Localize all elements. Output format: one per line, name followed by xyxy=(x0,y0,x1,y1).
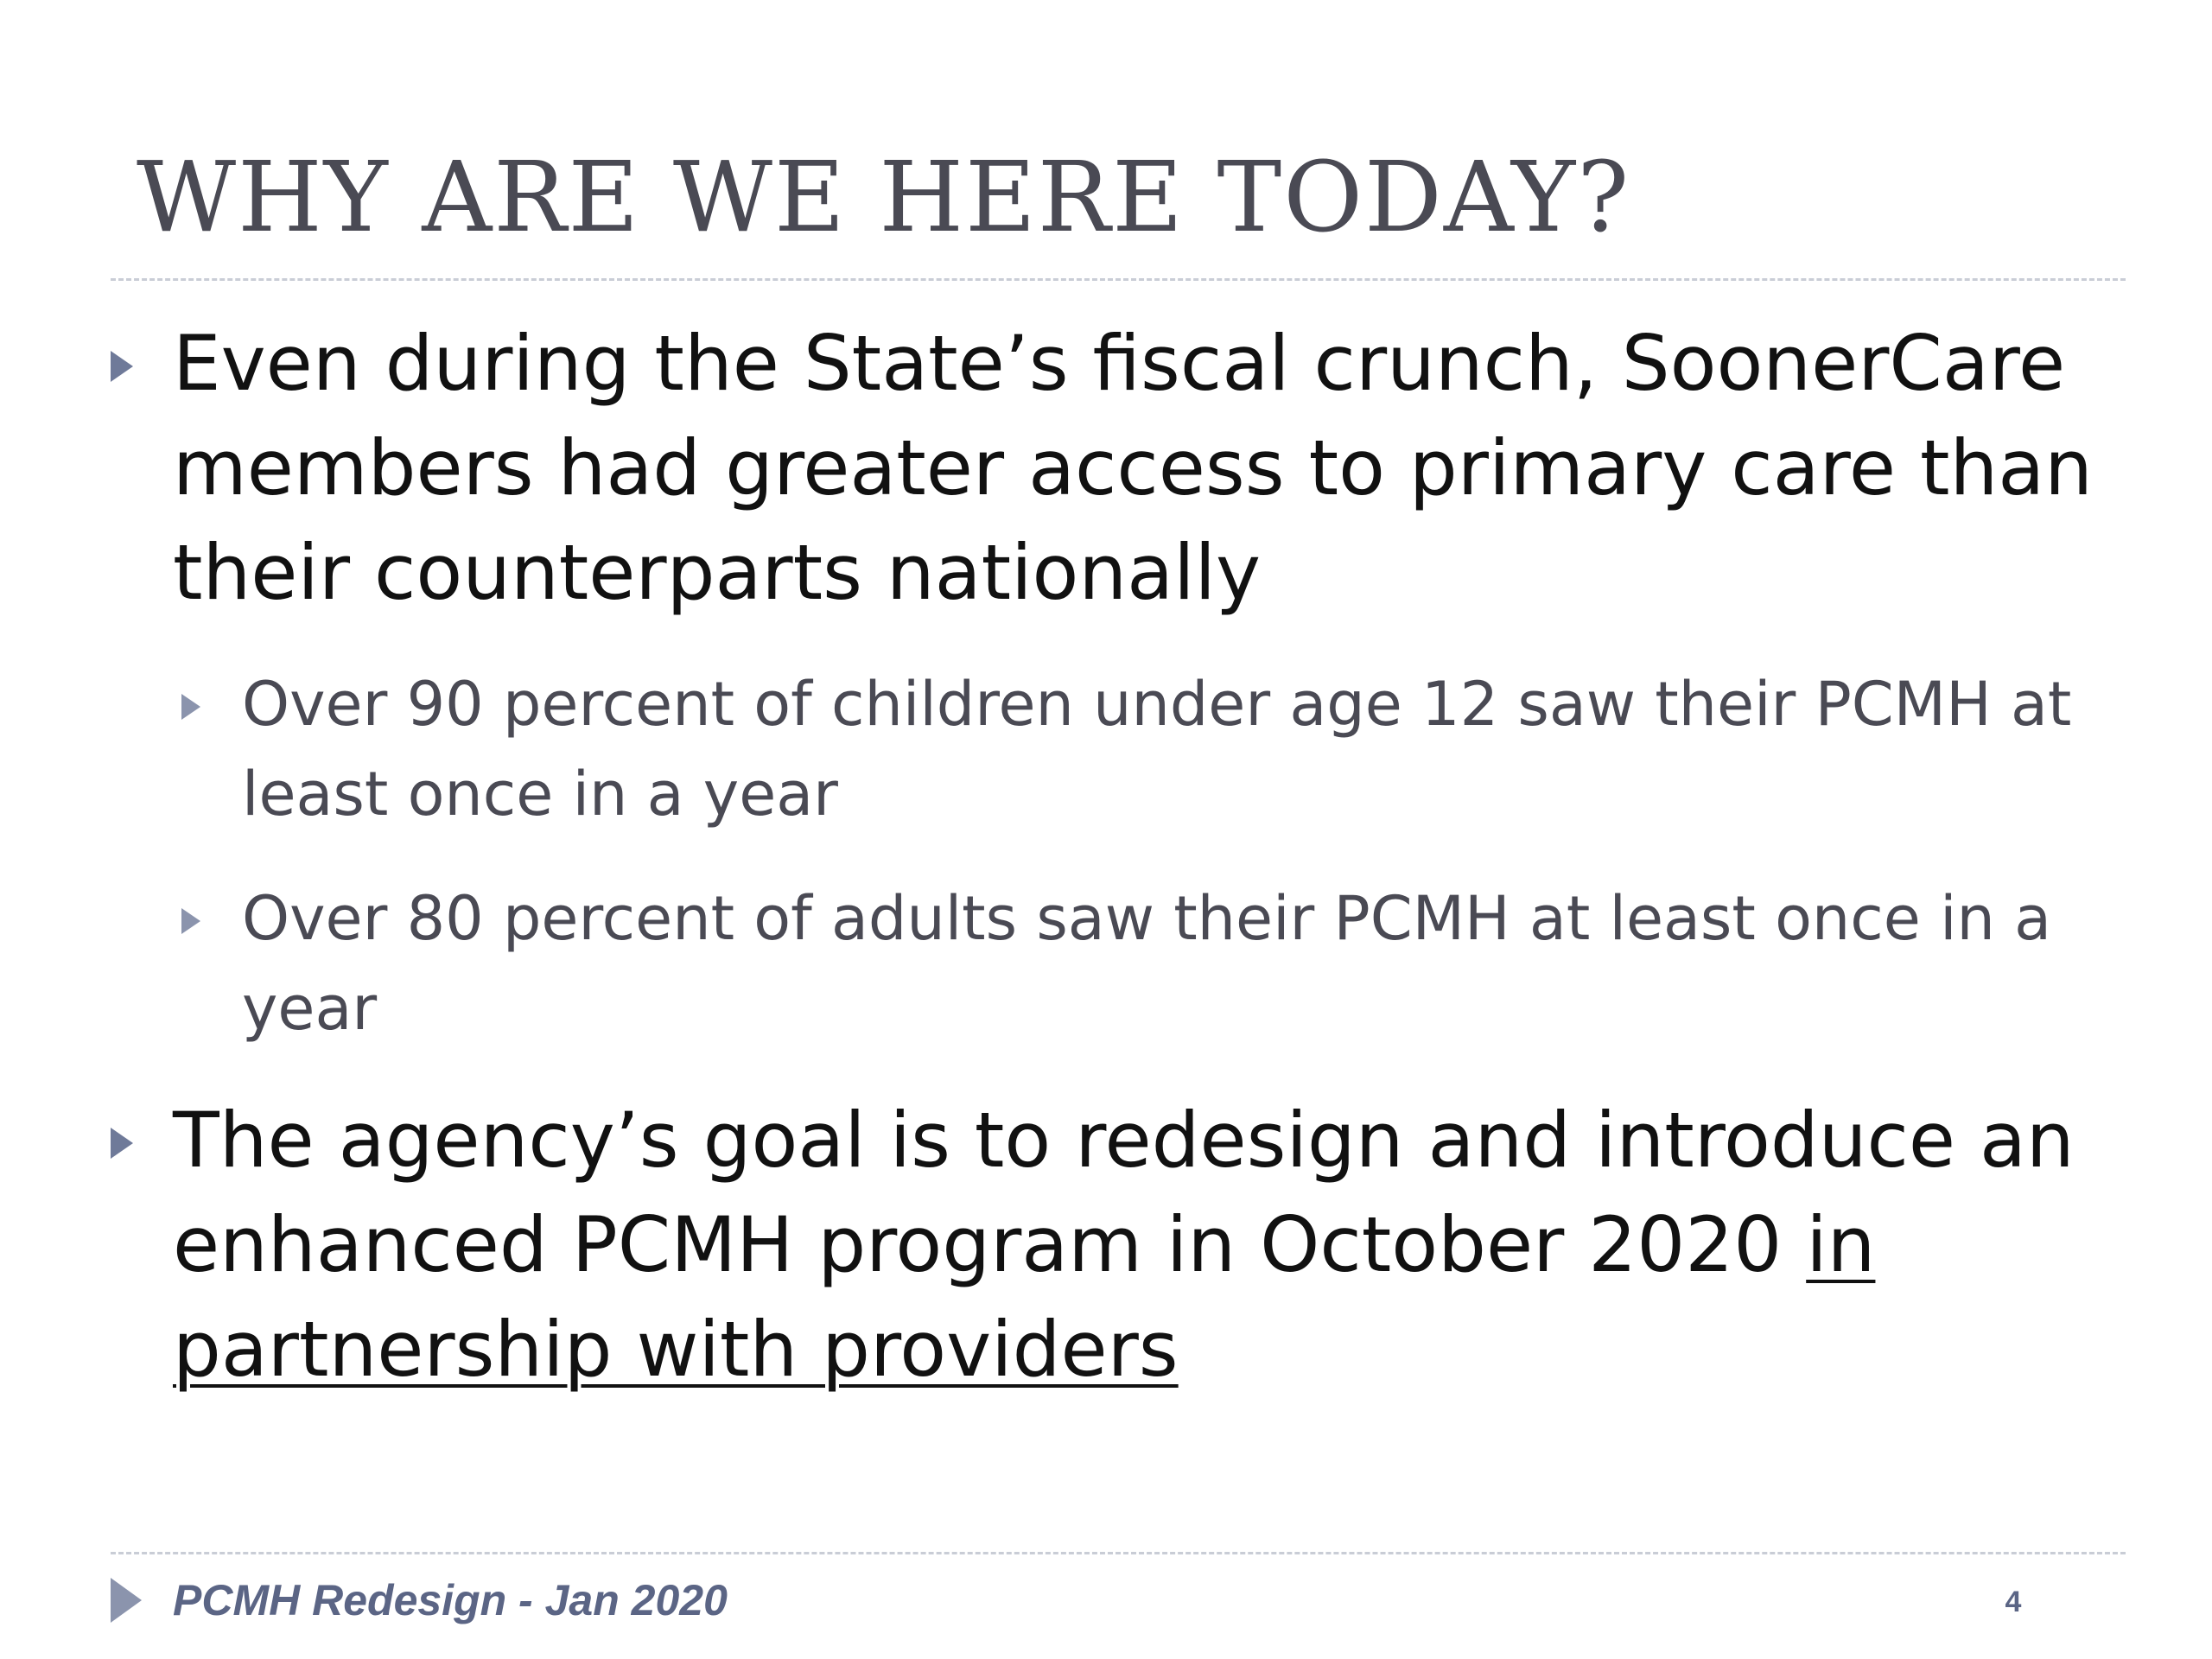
slide-content xyxy=(104,311,2126,1436)
title-divider xyxy=(111,278,2126,281)
footer-text: PCMH Redesign - Jan 2020 xyxy=(173,1576,728,1624)
triangle-bullet-icon xyxy=(111,351,133,382)
bullet-text: Even during the State’s fiscal crunch, SoonerCare members had greater access to primary care than their counterparts nationally xyxy=(173,319,2093,617)
triangle-bullet-icon xyxy=(181,908,200,934)
sub-bullet-text: Over 80 percent of adults saw their PCMH at least once in a year xyxy=(242,883,2052,1044)
bullet-item xyxy=(104,1088,2126,1402)
triangle-bullet-icon xyxy=(111,1128,133,1159)
bullet-item xyxy=(104,311,2126,625)
triangle-bullet-icon xyxy=(111,1578,142,1623)
bullet-text: The agency’s goal is to redesign and introduce an enhanced PCMH program in October 2020 xyxy=(173,1096,2075,1289)
sub-bullet-item xyxy=(242,659,2126,839)
slide-title: WHY ARE WE HERE TODAY? xyxy=(137,142,1631,254)
footer-divider xyxy=(111,1552,2126,1554)
sub-bullet-item xyxy=(242,874,2126,1053)
underlined-phrase: in partnership with providers xyxy=(173,1200,1876,1394)
sub-bullet-text: Over 90 percent of children under age 12 saw their PCMH at least once in a year xyxy=(242,669,2072,830)
page-number: 4 xyxy=(2005,1586,2022,1618)
triangle-bullet-icon xyxy=(181,694,200,720)
